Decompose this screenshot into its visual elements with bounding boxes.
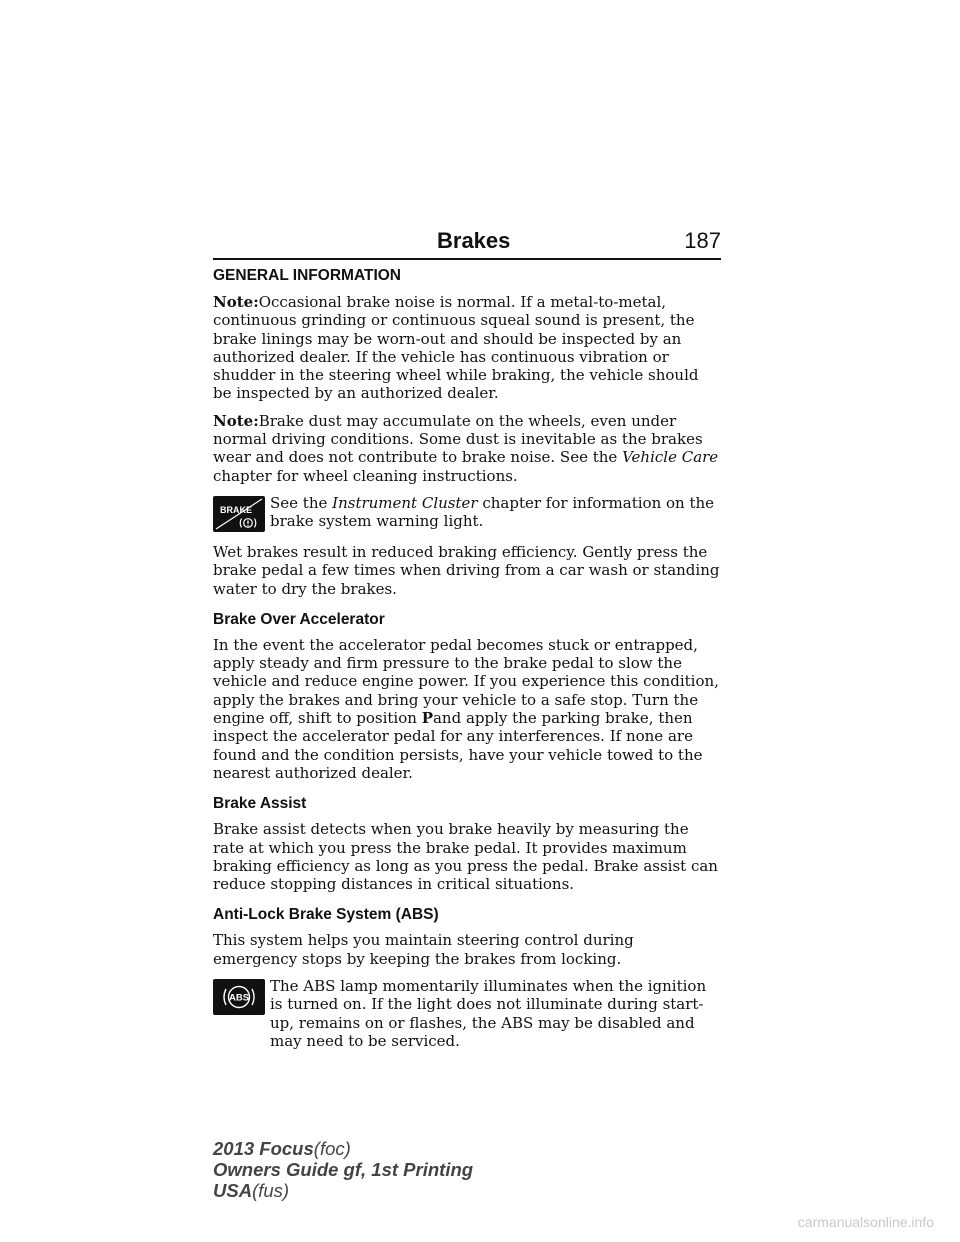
abs-lamp-paragraph (213, 977, 721, 1050)
paragraph-text: chapter for information on the brake system warning light. (270, 493, 715, 531)
paragraph-text: and apply the parking brake, then inspect the accelerator pedal for any interferences. If none are found and the condition persists, have your vehicle towed to the nearest authorized dealer. (213, 709, 703, 782)
note-text: chapter for wheel cleaning instructions. (213, 466, 518, 485)
cross-reference: Instrument Cluster (332, 493, 478, 512)
brake-over-accelerator-paragraph (213, 636, 721, 782)
abs-icon-label: ABS (228, 992, 250, 1004)
page-number: 187 (684, 228, 721, 253)
general-information-heading: GENERAL INFORMATION (213, 267, 402, 284)
brake-assist-heading: Brake Assist (213, 795, 307, 813)
note-label: Note: (213, 411, 259, 430)
page-header (213, 228, 721, 260)
footer-line (213, 1180, 473, 1201)
brake-warning-paragraph (213, 494, 721, 534)
note-label: Note: (213, 293, 259, 311)
paragraph-text: In the event the accelerator pedal becomes stuck or entrapped, apply steady and firm pressure to the brake pedal to slow the vehicle and reduce engine power. If you experience this condition, apply the brakes and bring your vehicle to a safe stop. Turn the engine off, shift to position (213, 635, 719, 728)
wet-brakes-paragraph: Wet brakes result in reduced braking efficiency. Gently press the brake pedal a few times when driving from a car wash or standing water to dry the brakes. (213, 542, 720, 598)
section-title: Brakes (437, 228, 511, 253)
page-content (213, 266, 721, 1059)
note-text: Brake dust may accumulate on the wheels, even under normal driving conditions. Some dust is inevitable as the brakes wear and does not contribute to brake noise. See the (213, 411, 703, 467)
paragraph-text: The ABS lamp momentarily illuminates when the ignition is turned on. If the light does not illuminate during start-up, remains on or flashes, the ABS may be disabled and may need to be serviced. (270, 977, 707, 1050)
footer-model: 2013 Focus (213, 1138, 314, 1159)
brake-warning-icon (213, 496, 265, 532)
note-text: Occasional brake noise is normal. If a metal-to-metal, continuous grinding or continuous squeal sound is present, the brake linings may be worn-out and should be inspected by an authorized dealer. If the vehicle has continuous vibration or shudder in the steering wheel while braking, the vehicle should be inspected by an authorized dealer. (213, 293, 699, 403)
abs-intro-paragraph: This system helps you maintain steering control during emergency stops by keeping the brakes from locking. (213, 931, 634, 968)
note-brake-noise (213, 293, 721, 403)
brake-icon-label: BRAKE (220, 504, 253, 515)
paragraph-text: See the (270, 493, 328, 512)
note-brake-dust (213, 412, 721, 485)
footer-code: (foc) (313, 1138, 351, 1159)
footer-line: Owners Guide gf, 1st Printing (213, 1159, 474, 1180)
header-rule (213, 258, 721, 260)
abs-heading: Anti-Lock Brake System (ABS) (213, 906, 439, 924)
gear-position: P (421, 709, 433, 728)
footer-market: USA (213, 1180, 253, 1201)
brake-over-accelerator-heading: Brake Over Accelerator (213, 610, 385, 628)
watermark: carmanualsonline.info (797, 1214, 934, 1230)
footer-line (213, 1138, 473, 1159)
cross-reference: Vehicle Care (622, 448, 719, 467)
brake-assist-paragraph: Brake assist detects when you brake heavily by measuring the rate at which you press the brake pedal. It provides maximum braking efficiency as long as you press the pedal. Brake assist can reduce stopping distances in critical situations. (213, 820, 718, 894)
abs-warning-icon (213, 979, 265, 1015)
footer-code: (fus) (252, 1180, 290, 1201)
print-footer (213, 1138, 473, 1201)
